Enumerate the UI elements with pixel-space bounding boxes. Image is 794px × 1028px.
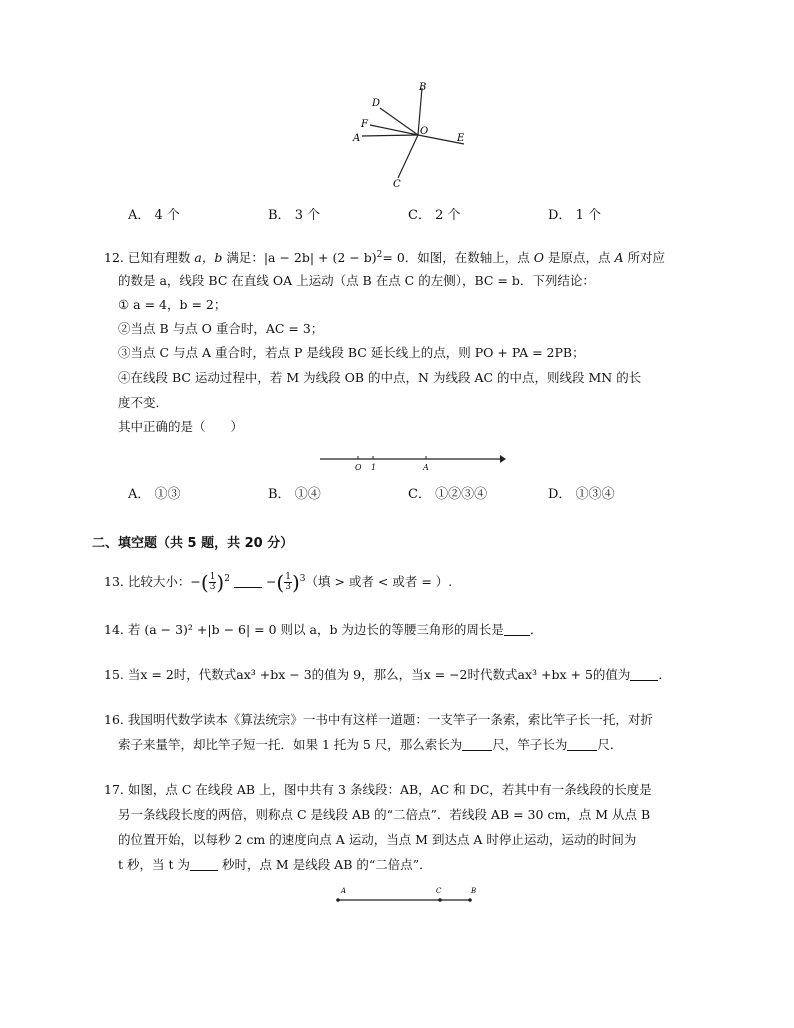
angle-figure (340, 78, 480, 193)
q16-blank-1[interactable] (462, 738, 492, 751)
q12-option-b[interactable]: B． ①④ (268, 487, 321, 502)
q13-blank[interactable] (234, 575, 262, 588)
number-line (318, 452, 508, 474)
label-B: B (419, 82, 427, 93)
label-O: O (420, 126, 429, 137)
q11-option-c[interactable]: C． 2 个 (408, 208, 461, 223)
label-C: C (393, 179, 401, 190)
q12-ask: 其中正确的是（ ） (118, 419, 244, 434)
q11-option-a[interactable]: A． 4 个 (128, 208, 180, 223)
q12-conclusion-2: ②当点 B 与点 O 重合时，AC = 3； (118, 321, 324, 336)
q17-line3: 的位置开始，以每秒 2 cm 的速度向点 A 运动，当点 M 到达点 A 时停止运动，运动的时间为 (118, 832, 637, 847)
q14-line: 14. 若 (a − 3)² +|b − 6| = 0 则以 a，b 为边长的等腰三角形的周长是 ． (104, 622, 543, 637)
q12-option-d[interactable]: D． ①③④ (548, 487, 615, 502)
q17-line2: 另一条线段长度的两倍，则称点 C 是线段 AB 的“二倍点”．若线段 AB = 30 cm，点 M 从点 B (118, 807, 651, 822)
axis-label-A: A (423, 463, 429, 472)
q12-conclusion-4b: 度不变． (118, 395, 169, 410)
q12-option-a[interactable]: A． ①③ (128, 487, 181, 502)
q17-blank[interactable] (190, 858, 218, 871)
label-D: D (372, 98, 381, 109)
q17-line1: 17. 如图，点 C 在线段 AB 上，图中共有 3 条线段：AB，AC 和 DC，若其中有一条线段的长度是 (104, 782, 652, 797)
q15-blank[interactable] (630, 668, 658, 681)
segment-figure (332, 884, 482, 908)
segment-label-C: C (436, 887, 442, 895)
section-heading: 二、填空题（共 5 题，共 20 分） (92, 536, 294, 551)
segment-label-A: A (341, 887, 347, 895)
q12-line2: 的数是 a，线段 BC 在直线 OA 上运动（点 B 在点 C 的左侧），BC = b．下列结论： (118, 273, 595, 288)
axis-label-O: O (355, 463, 362, 472)
q11-option-d[interactable]: D． 1 个 (548, 208, 601, 223)
q13-line: 13. 比较大小：−( $\frac{1}{3}$ )$^2$ −( $\frac{1}{3}$ )$^3$（填 > 或者 < 或者 = ）. (104, 570, 453, 595)
q12-option-c[interactable]: C． ①②③④ (408, 487, 488, 502)
label-A: A (353, 133, 361, 144)
q12-conclusion-3: ③当点 C 与点 A 重合时，若点 P 是线段 BC 延长线上的点，则 PO + PA = 2PB； (118, 345, 585, 360)
q15-line: 15. 当x = 2时，代数式ax³ +bx − 3的值为 9，那么，当x = −2时代数式ax³ +bx + 5的值为 ． (104, 667, 671, 682)
q12-line1: 12. 已知有理数 a，b 满足：$|a - 2b| + (2 - b)^2= 0$．如图，在数轴上，点 O 是原点，点 A 所对应 (104, 250, 666, 266)
q12-conclusion-1: ① a = 4，b = 2； (118, 297, 227, 312)
axis-label-1: 1 (371, 463, 377, 472)
q17-line4: t 秒，当 t 为 秒时，点 M 是线段 AB 的“二倍点”． (118, 857, 432, 872)
q16-line2: 索子来量竿，却比竿子短一托．如果 1 托为 5 尺，那么索长为 尺，竿子长为 尺． (118, 737, 623, 752)
q16-blank-2[interactable] (567, 738, 597, 751)
q11-option-b[interactable]: B． 3 个 (268, 208, 321, 223)
segment-label-B: B (471, 887, 477, 895)
label-F: F (361, 119, 368, 130)
label-E: E (457, 133, 465, 144)
q14-blank[interactable] (504, 623, 530, 636)
q12-conclusion-4: ④在线段 BC 运动过程中，若 M 为线段 OB 的中点，N 为线段 AC 的中点，则线段 MN 的长 (118, 370, 642, 385)
q16-line1: 16. 我国明代数学读本《算法统宗》一书中有这样一道题：一支竿子一条索，索比竿子长一托，对折 (104, 712, 653, 727)
